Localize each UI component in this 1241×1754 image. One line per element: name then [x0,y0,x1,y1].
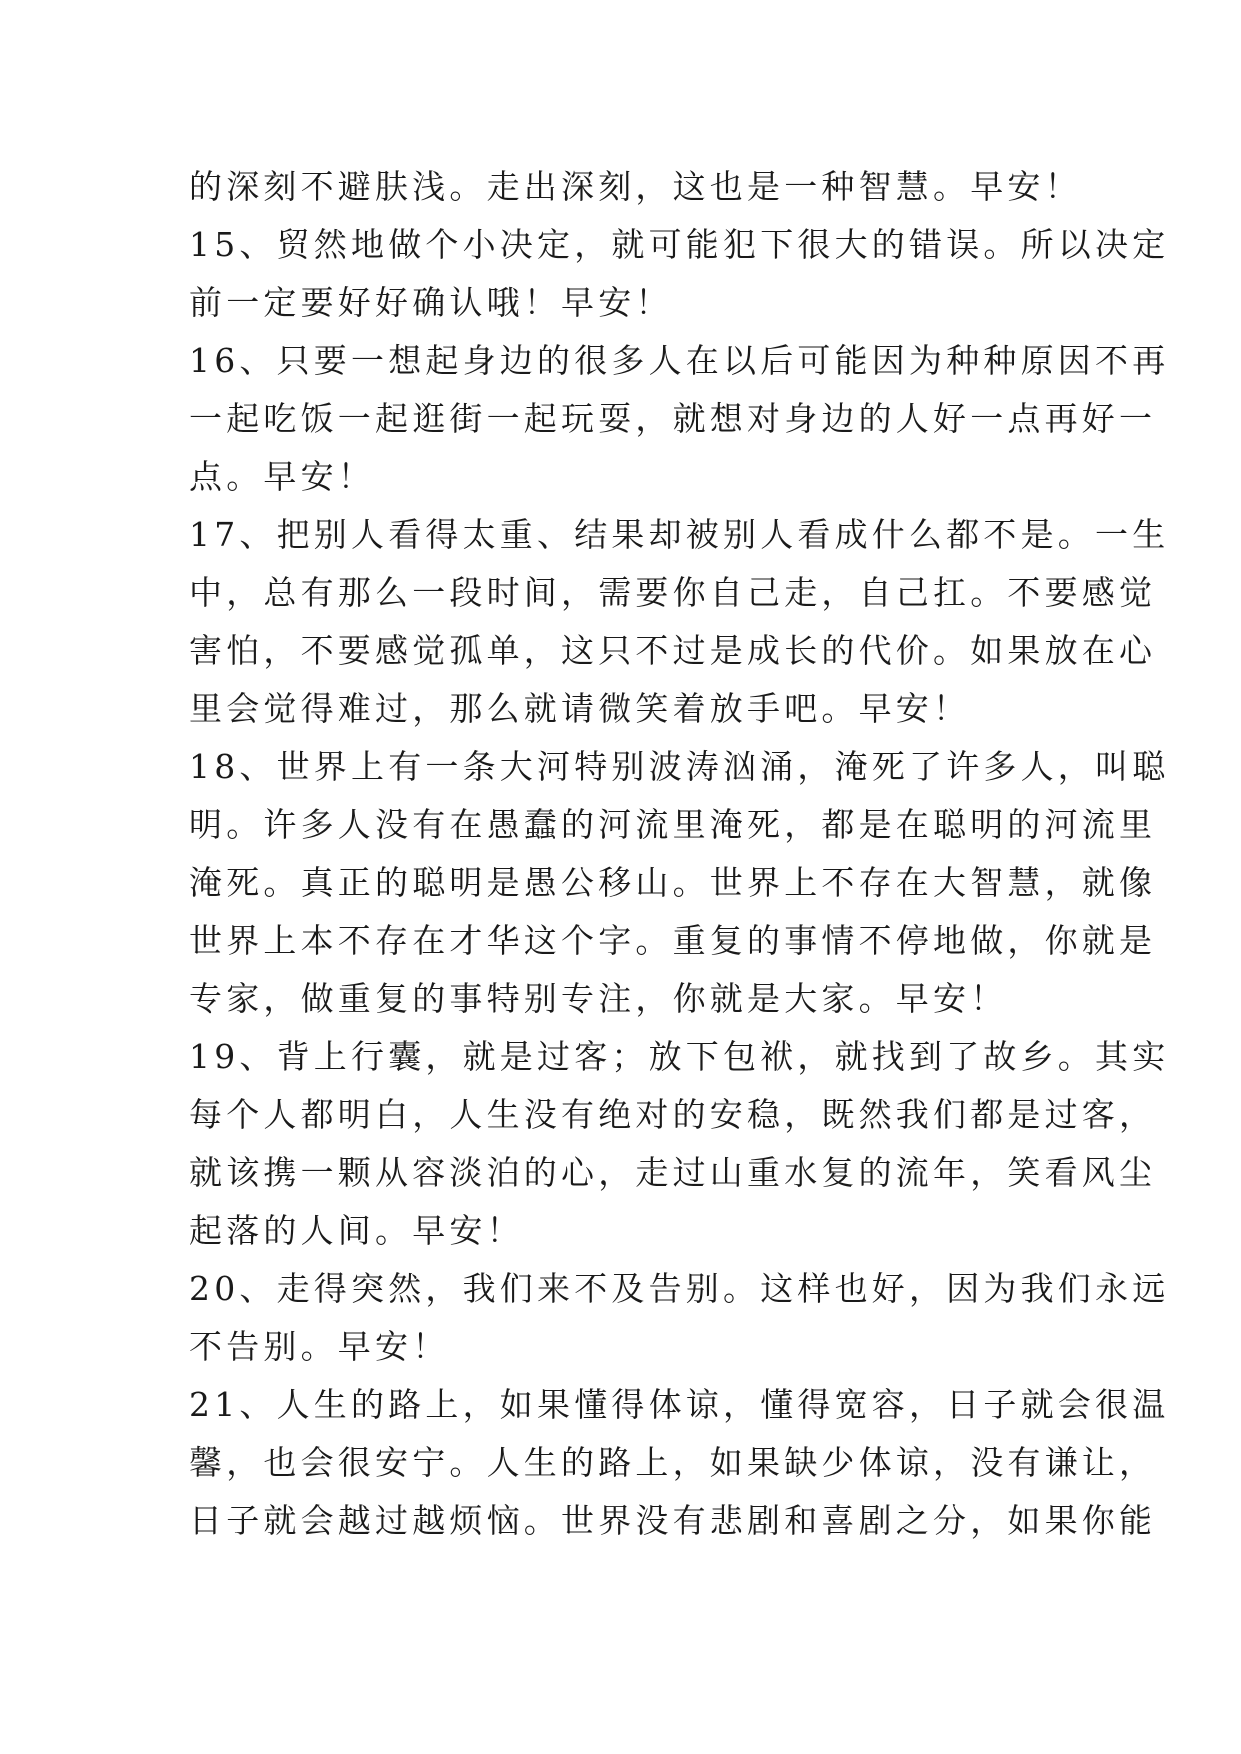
text-line: 日子就会越过越烦恼。世界没有悲剧和喜剧之分，如果你能 [189,1501,1157,1540]
text-line: 一起吃饭一起逛街一起玩耍，就想对身边的人好一点再好一 [189,399,1157,438]
text-line: 16、只要一想起身边的很多人在以后可能因为种种原因不再 [189,341,1170,380]
text-line: 馨，也会很安宁。人生的路上，如果缺少体谅，没有谦让， [189,1443,1157,1482]
text-line: 的深刻不避肤浅。走出深刻，这也是一种智慧。早安！ [189,167,1082,206]
text-line: 专家，做重复的事特别专注，你就是大家。早安！ [189,979,1008,1018]
text-line: 里会觉得难过，那么就请微笑着放手吧。早安！ [189,689,971,728]
text-line: 明。许多人没有在愚蠢的河流里淹死，都是在聪明的河流里 [189,805,1157,844]
text-line: 19、背上行囊，就是过客；放下包袱，就找到了故乡。其实 [189,1037,1170,1076]
text-line: 不告别。早安！ [189,1327,450,1366]
document-body [189,158,1170,1550]
text-line: 21、人生的路上，如果懂得体谅，懂得宽容，日子就会很温 [189,1385,1170,1424]
text-line: 点。早安！ [189,457,375,496]
text-line: 20、走得突然，我们来不及告别。这样也好，因为我们永远 [189,1269,1170,1308]
text-line: 中，总有那么一段时间，需要你自己走，自己扛。不要感觉 [189,573,1157,612]
text-line: 起落的人间。早安！ [189,1211,524,1250]
text-line: 每个人都明白，人生没有绝对的安稳，既然我们都是过客， [189,1095,1157,1134]
text-line: 17、把别人看得太重、结果却被别人看成什么都不是。一生 [189,515,1170,554]
text-line: 淹死。真正的聪明是愚公移山。世界上不存在大智慧，就像 [189,863,1157,902]
text-line: 前一定要好好确认哦！早安！ [189,283,673,322]
text-line: 18、世界上有一条大河特别波涛汹涌，淹死了许多人，叫聪 [189,747,1170,786]
text-line: 害怕，不要感觉孤单，这只不过是成长的代价。如果放在心 [189,631,1157,670]
text-line: 15、贸然地做个小决定，就可能犯下很大的错误。所以决定 [189,225,1170,264]
text-line: 世界上本不存在才华这个字。重复的事情不停地做，你就是 [189,921,1157,960]
text-line: 就该携一颗从容淡泊的心，走过山重水复的流年，笑看风尘 [189,1153,1157,1192]
